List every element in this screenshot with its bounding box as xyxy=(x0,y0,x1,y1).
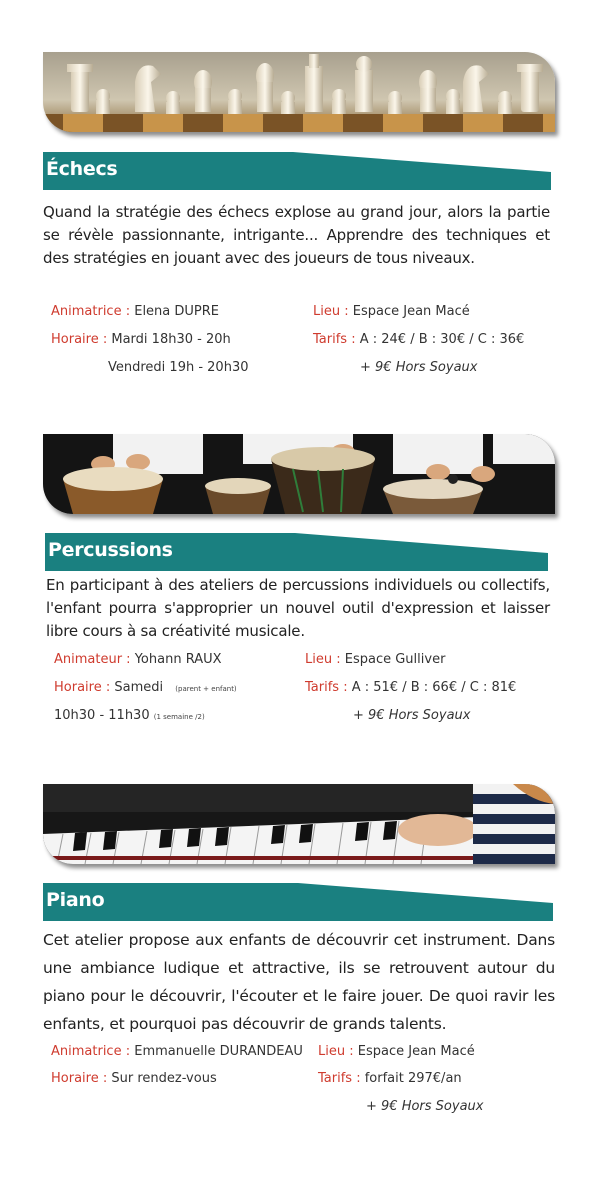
animateur-label: Animatrice : xyxy=(51,304,131,319)
lieu-value: Espace Gulliver xyxy=(344,652,446,667)
lieu-label: Lieu : xyxy=(305,652,341,667)
lieu-value: Espace Jean Macé xyxy=(352,304,470,319)
hors-soyaux-supplement: + 9€ Hors Soyaux xyxy=(353,708,471,723)
tarifs-value: forfait 297€/an xyxy=(364,1071,462,1086)
section-description: Cet atelier propose aux enfants de découvrir cet instrument. Dans une ambiance ludique et attractive, ils se retrouvent autour du piano pour le découvrir, l'écouter et le faire jouer. De quoi ravir les enfants, et pourquoi pas découvrir de grands talents. xyxy=(43,931,555,1033)
horaire-second-value: 10h30 - 11h30 xyxy=(54,708,150,723)
section-title: Piano xyxy=(46,889,105,911)
section-description: Quand la stratégie des échecs explose au grand jour, alors la partie se révèle passionnante, intrigante... Apprendre des techniques et des stratégies en jouant avec des joueurs de tous niveaux. xyxy=(43,203,550,267)
animateur-label: Animateur : xyxy=(54,652,131,667)
section-description: En participant à des ateliers de percussions individuels ou collectifs, l'enfant pourra s'approprier un nouvel outil d'expression et laisser libre cours à sa créativité musicale. xyxy=(46,576,550,640)
animateur-name: Emmanuelle DURANDEAU xyxy=(134,1044,303,1059)
tarifs-value: A : 51€ / B : 66€ / C : 81€ xyxy=(351,680,517,695)
horaire-label: Horaire : xyxy=(51,332,108,347)
lieu-label: Lieu : xyxy=(318,1044,354,1059)
horaire-second-line: Vendredi 19h - 20h30 xyxy=(108,360,249,375)
horaire-value: Samedi xyxy=(114,680,164,695)
section-title: Échecs xyxy=(46,158,118,180)
lieu-label: Lieu : xyxy=(313,304,349,319)
horaire-value: Mardi 18h30 - 20h xyxy=(111,332,231,347)
tarifs-label: Tarifs : xyxy=(318,1071,361,1086)
tarifs-info xyxy=(318,1071,462,1086)
animateur-name: Yohann RAUX xyxy=(134,652,222,667)
hors-soyaux-supplement: + 9€ Hors Soyaux xyxy=(360,360,478,375)
tarifs-label: Tarifs : xyxy=(313,332,356,347)
tarifs-value: A : 24€ / B : 30€ / C : 36€ xyxy=(359,332,525,347)
piano-keys-photo xyxy=(43,784,555,864)
horaire-label: Horaire : xyxy=(54,680,111,695)
hors-soyaux-supplement: + 9€ Hors Soyaux xyxy=(366,1099,484,1114)
animateur-info xyxy=(51,1044,303,1059)
horaire-note: (parent + enfant) xyxy=(175,685,237,693)
lieu-info xyxy=(318,1044,475,1059)
horaire-label: Horaire : xyxy=(51,1071,108,1086)
section-title-banner xyxy=(43,883,555,917)
horaire-value: Sur rendez-vous xyxy=(111,1071,217,1086)
tarifs-label: Tarifs : xyxy=(305,680,348,695)
animateur-label: Animatrice : xyxy=(51,1044,131,1059)
horaire-info xyxy=(51,1071,217,1086)
lieu-value: Espace Jean Macé xyxy=(357,1044,475,1059)
section-title: Percussions xyxy=(48,539,173,561)
horaire-second-note: (1 semaine /2) xyxy=(153,713,205,721)
animateur-name: Elena DUPRE xyxy=(134,304,220,319)
